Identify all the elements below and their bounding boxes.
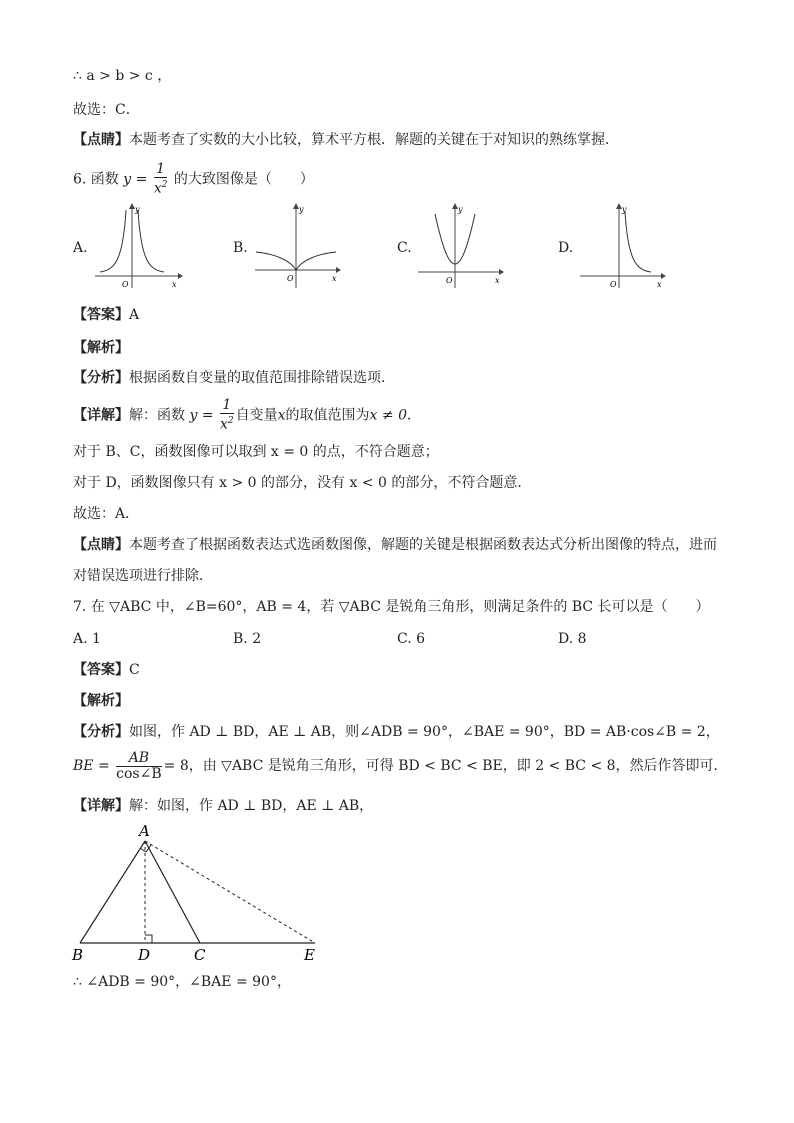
analysis-text: 根据函数自变量的取值范围排除错误选项． (129, 370, 395, 386)
detail-func-lhs: y = (189, 407, 214, 424)
detail-tag: 【详解】 (73, 798, 129, 814)
x-label: x (172, 280, 177, 289)
q5-choose: 故选：C． (73, 102, 140, 118)
q6-func-lhs: y = (123, 171, 148, 188)
detail-tag: 【详解】 (73, 407, 129, 424)
q6-option-a-label: A. (73, 240, 88, 256)
point-d-label: D (138, 946, 151, 964)
q7-analysis-2: BE = $\frac{AB}{\cos\angle B}$ = 8，由 ▽ABC 是锐角三角形，可得 BD < BC < BE，即 2 < BC < 8，然后作答即可． (73, 749, 728, 782)
q6-comment-2: 对错误选项进行排除． (73, 568, 213, 584)
q7-answer (73, 660, 140, 680)
q7-detail: 【详解】解：如图，作 AD ⊥ BD，AE ⊥ AB， (73, 798, 374, 814)
segment-ab (80, 841, 145, 943)
analysis-label-tag: 【分析】 (73, 370, 129, 386)
q7-analysis-1: 【分析】如图，作 AD ⊥ BD，AE ⊥ AB，则∠ADB = 90°，∠BAE = 90°，BD = AB·cos∠B = 2， (73, 724, 720, 740)
q6-option-d-label: D. (558, 240, 574, 256)
right-angle-d-icon (145, 935, 152, 943)
q6-choose: 故选：A． (73, 506, 140, 522)
q7-conclusion: ∴ ∠ADB = 90°，∠BAE = 90°， (73, 974, 291, 990)
q5-comment (73, 130, 619, 150)
q6-line-bc: 对于 B、C，函数图像可以取到 x = 0 的点，不符合题意； (73, 444, 439, 460)
answer-tag: 【答案】 (73, 662, 129, 678)
segment-ae (145, 841, 315, 943)
point-e-label: E (304, 946, 315, 964)
curve-left-branch (100, 210, 126, 272)
q6-stem-post: 的大致图像是（ ） (173, 171, 314, 188)
q6-line-d: 对于 D，函数图像只有 x > 0 的部分，没有 x < 0 的部分，不符合题意． (73, 475, 532, 491)
be-fraction (116, 751, 161, 782)
curve-right-branch (138, 210, 164, 272)
q6-analysis-tag: 【解析】 (73, 340, 129, 356)
curve-right-branch (625, 212, 651, 272)
q6-fraction (154, 162, 168, 197)
x-axis-arrow-icon (499, 269, 504, 275)
x-axis-arrow-icon (178, 273, 183, 279)
q7-option-c: C. 6 (397, 631, 426, 647)
q6-detail: 【详解】解：函数 y = $\frac{1}{x^2}$ 自变量x的取值范围为x ≠ 0． (73, 397, 421, 433)
x-axis-arrow-icon (661, 273, 666, 279)
q7-option-a: A. 1 (73, 631, 101, 647)
q6-answer (73, 305, 139, 325)
x-label: x (495, 276, 500, 285)
q7-triangle-figure (66, 820, 328, 965)
fraction-denominator: $x^2$ (153, 180, 168, 197)
comment-text: 本题考查了实数的大小比较，算术平方根．解题的关键在于对知识的熟练掌握． (129, 132, 619, 148)
comment-text-1: 本题考查了根据函数表达式选函数图像，解题的关键是根据函数表达式分析出图像的特点，进而 (129, 537, 717, 553)
origin-label: O (446, 276, 453, 285)
q6-analysis (73, 368, 395, 388)
q6-graph-a (90, 200, 185, 290)
q7-option-b: B. 2 (233, 631, 262, 647)
comment-tag: 【点睛】 (73, 132, 129, 148)
answer-tag: 【答案】 (73, 307, 129, 323)
fraction-numerator: 1 (220, 398, 234, 414)
y-label: y (458, 205, 463, 214)
point-a-label: A (139, 822, 150, 840)
q6-stem (73, 162, 314, 197)
q6-stem-pre: 6. 函数 (73, 171, 119, 188)
q5-conclusion: ∴ a > b > c ， (73, 68, 172, 84)
origin-label: O (610, 280, 617, 289)
q6-graph-c (413, 200, 508, 290)
q6-option-c-label: C. (397, 240, 412, 256)
fraction-denominator: cos∠B (116, 765, 162, 782)
segment-ac (145, 841, 200, 943)
q7-analysis-tag: 【解析】 (73, 693, 129, 709)
comment-tag: 【点睛】 (73, 537, 129, 553)
y-label: y (135, 205, 140, 214)
detail-condition: x ≠ 0 (369, 407, 407, 424)
x-label: x (657, 280, 662, 289)
q6-comment (73, 535, 717, 555)
fraction-numerator: AB (116, 751, 161, 767)
y-label: y (622, 205, 627, 214)
q7-option-d: D. 8 (558, 631, 587, 647)
analysis-label-tag: 【分析】 (73, 724, 129, 740)
y-label: y (299, 205, 304, 214)
answer-value: A (129, 307, 140, 323)
q6-graph-d (575, 200, 670, 290)
fraction-denominator: $x^2$ (220, 416, 234, 433)
x-label: x (332, 274, 337, 283)
x-axis-arrow-icon (336, 267, 341, 273)
q6-option-b-label: B. (233, 240, 248, 256)
detail-fraction (220, 398, 234, 433)
point-b-label: B (72, 946, 84, 964)
origin-label: O (122, 280, 129, 289)
origin-label: O (287, 274, 294, 283)
q6-graph-b (250, 200, 345, 290)
point-c-label: C (194, 946, 206, 964)
fraction-numerator: 1 (154, 162, 168, 178)
q7-stem: 7. 在 ▽ABC 中，∠B=60°，AB = 4，若 ▽ABC 是锐角三角形，则满足条件的 BC 长可以是（ ） (73, 599, 710, 615)
answer-value: C (129, 662, 140, 678)
be-lhs: BE = (73, 758, 110, 774)
